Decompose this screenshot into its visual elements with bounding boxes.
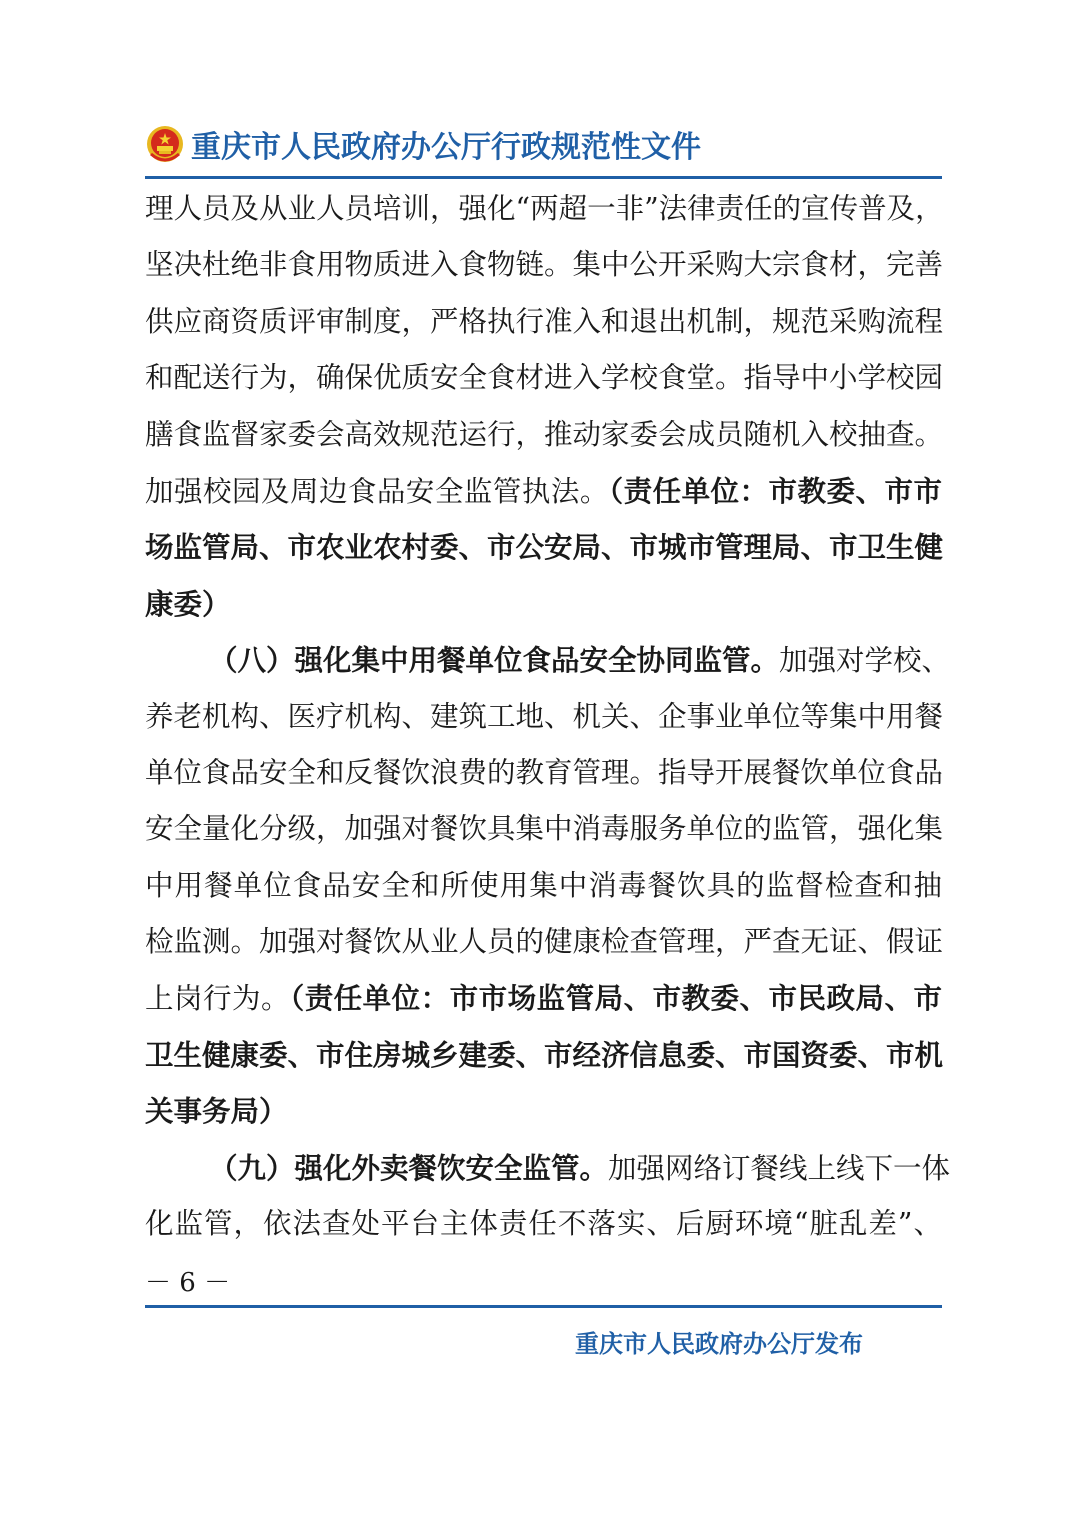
document-header-title: 重庆市人民政府办公厅行政规范性文件 <box>191 130 701 165</box>
text-run: 加强校园及周边食品安全监管执法。 <box>145 474 609 508</box>
responsible-units: 场监管局、市农业农村委、市公安局、市城市管理局、市卫生健 <box>145 530 944 565</box>
text-line: 供应商资质评审制度，严格执行准入和退出机制，规范采购流程 <box>145 304 944 338</box>
section-heading: （九）强化外卖餐饮安全监管。 <box>209 1150 609 1185</box>
text-line: 坚决杜绝非食用物质进入食物链。集中公开采购大宗食材，完善 <box>145 248 944 282</box>
text-line: 化监管，依法查处平台主体责任不落实、后厨环境“脏乱差”、 <box>145 1207 942 1241</box>
footer-publisher: 重庆市人民政府办公厅发布 <box>575 1330 863 1358</box>
text-line: 膳食监督家委会高效规范运行，推动家委会成员随机入校抽查。 <box>145 417 944 451</box>
section-heading: （八）强化集中用餐单位食品安全协同监管。 <box>209 643 780 678</box>
text-line: 单位食品安全和反餐饮浪费的教育管理。指导开展餐饮单位食品 <box>145 755 944 789</box>
paragraph-3 <box>145 1140 951 1253</box>
document-body <box>145 181 951 1252</box>
text-run: 加强网络订餐线上线下一体 <box>608 1151 951 1185</box>
text-line: 养老机构、医疗机构、建筑工地、机关、企事业单位等集中用餐 <box>145 699 944 733</box>
text-run: 上岗行为。 <box>145 982 290 1016</box>
responsible-units: 卫生健康委、市住房城乡建委、市经济信息委、市国资委、市机 <box>145 1037 944 1072</box>
text-line <box>145 1140 951 1196</box>
text-line: 安全量化分级，加强对餐饮具集中消毒服务单位的监管，强化集 <box>145 812 944 846</box>
text-line <box>145 632 951 688</box>
national-emblem-icon <box>145 124 185 164</box>
header-divider <box>145 176 942 179</box>
responsible-units: （责任单位：市教委、市市 <box>608 473 942 508</box>
responsible-units: （责任单位：市市场监管局、市教委、市民政局、市 <box>289 981 942 1016</box>
responsible-units: 关事务局） <box>145 1094 288 1129</box>
paragraph-2 <box>145 632 951 1140</box>
text-line: 理人员及从业人员培训，强化“两超一非”法律责任的宣传普及， <box>145 192 944 225</box>
text-line <box>145 463 942 519</box>
text-line: 和配送行为，确保优质安全食材进入学校食堂。指导中小学校园 <box>145 361 944 395</box>
text-run: 加强对学校、 <box>779 644 951 678</box>
paragraph-1 <box>145 181 942 632</box>
text-line: 中用餐单位食品安全和所使用集中消毒餐饮具的监督检查和抽 <box>145 868 942 902</box>
responsible-units: 康委） <box>145 586 231 621</box>
page-number: － 6 － <box>145 1268 231 1298</box>
text-line: 检监测。加强对餐饮从业人员的健康检查管理，严查无证、假证 <box>145 925 944 959</box>
footer-divider <box>145 1305 942 1308</box>
document-header <box>145 120 701 168</box>
text-line <box>145 970 942 1026</box>
